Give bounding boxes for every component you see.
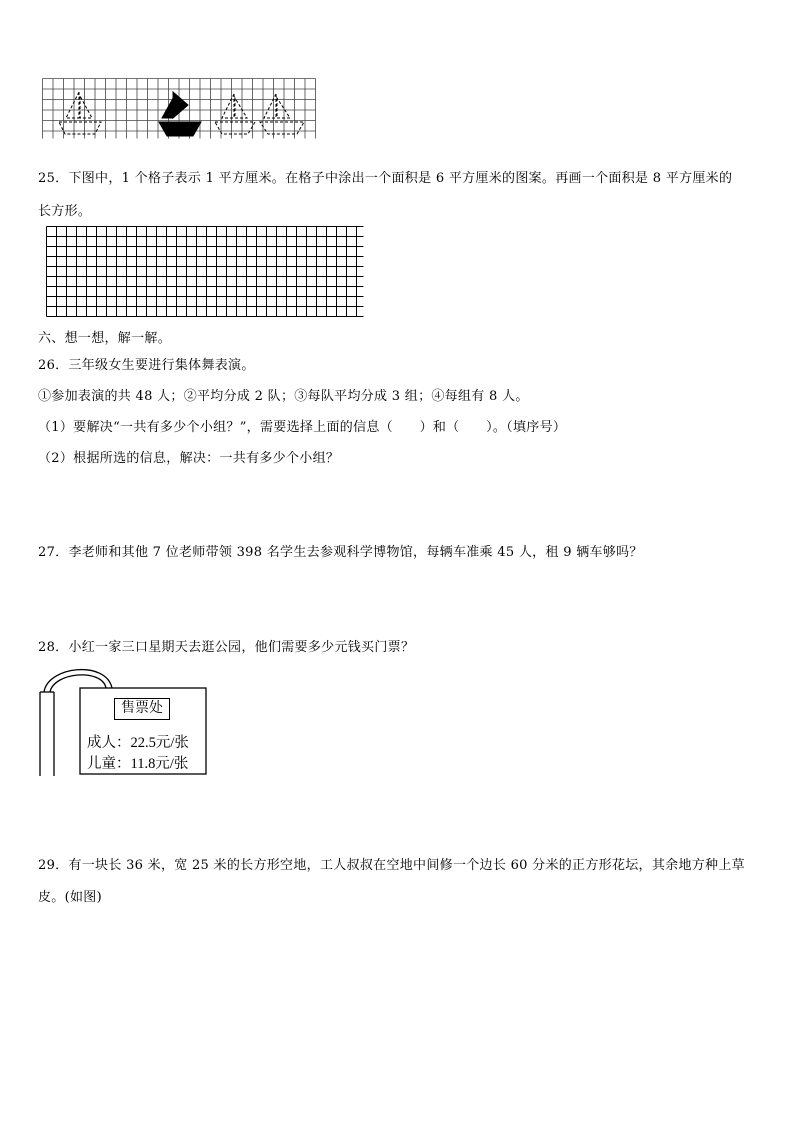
q29-line2: 皮。(如图) — [38, 890, 102, 905]
section-6-heading: 六、想一想，解一解。 — [38, 331, 172, 346]
q28-title: 28．小红一家三口星期天去逛公园，他们需要多少元钱买门票？ — [38, 640, 415, 655]
solid-boat — [159, 92, 201, 136]
boat-grid-figure — [42, 78, 318, 140]
adult-price: 成人：22.5元/张 — [87, 735, 189, 751]
q27: 27．李老师和其他 7 位老师带领 398 名学生去参观科学博物馆，每辆车准乘 45 人，租 9 辆车够吗？ — [38, 545, 643, 560]
q26-title: 26．三年级女生要进行集体舞表演。 — [38, 358, 255, 373]
dashed-boat-3 — [260, 94, 304, 134]
child-price: 儿童：11.8元/张 — [87, 756, 189, 772]
q26-info: ①参加表演的共 48 人；②平均分成 2 队；③每队平均分成 3 组；④每组有 8 人。 — [38, 389, 529, 404]
q29-line1: 29．有一块长 36 米，宽 25 米的长方形空地，工人叔叔在空地中间修一个边长 60 分米的正方形花坛，其余地方种上草 — [38, 858, 745, 873]
ticket-office-sign: 售票处 — [114, 698, 170, 720]
q26-part1: （1）要解决“一共有多少个小组？”，需要选择上面的信息（ ）和（ ）。（填序号） — [38, 420, 567, 435]
square-grid[interactable] — [46, 226, 366, 320]
q25-line1: 25．下图中，1 个格子表示 1 平方厘米。在格子中涂出一个面积是 6 平方厘米的图案。再画一个面积是 8 平方厘米的 — [38, 171, 733, 186]
q26-part2: （2）根据所选的信息，解决：一共有多少个小组？ — [38, 451, 340, 466]
q25-line2: 长方形。 — [38, 204, 92, 219]
